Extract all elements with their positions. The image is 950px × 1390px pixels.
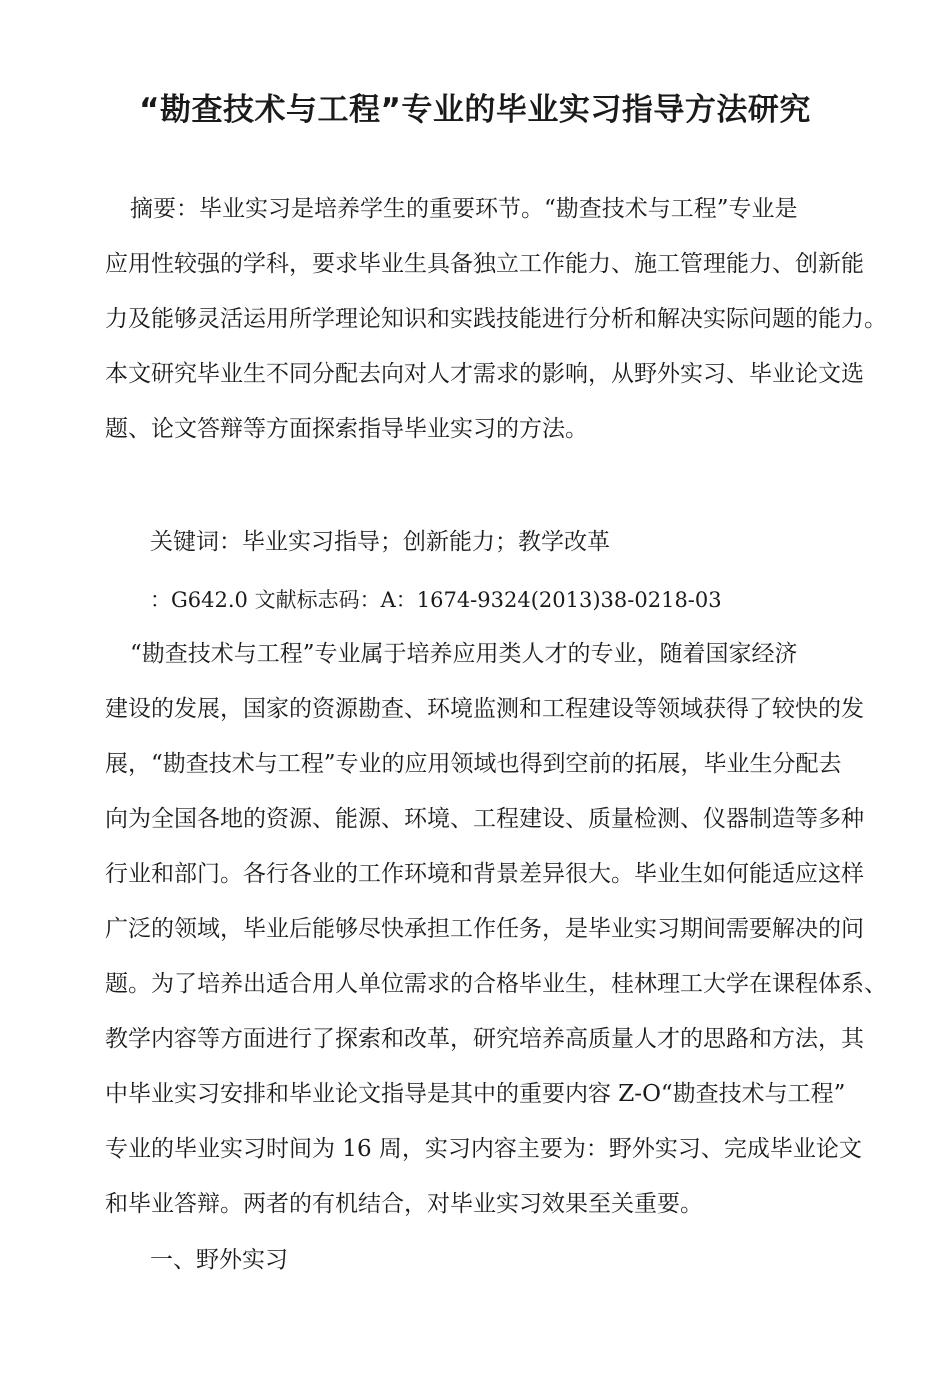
body-line: 展，“勘查技术与工程”专业的应用领域也得到空前的拓展，毕业生分配去 xyxy=(105,751,842,777)
body-line: 行业和部门。各行各业的工作环境和背景差异很大。毕业生如何能适应这样 xyxy=(105,861,864,887)
abstract-line: 摘要：毕业实习是培养学生的重要环节。“勘查技术与工程”专业是 xyxy=(130,196,798,222)
abstract-line: 题、论文答辩等方面探索指导毕业实习的方法。 xyxy=(105,416,588,442)
body-line: 建设的发展，国家的资源勘查、环境监测和工程建设等领域获得了较快的发 xyxy=(105,696,864,722)
section-heading: 一、野外实习 xyxy=(150,1247,288,1273)
abstract-line: 应用性较强的学科，要求毕业生具备独立工作能力、施工管理能力、创新能 xyxy=(105,251,864,277)
body-line: 中毕业实习安排和毕业论文指导是其中的重要内容 Z-O“勘查技术与工程” xyxy=(105,1081,846,1107)
abstract-line: 力及能够灵活运用所学理论知识和实践技能进行分析和解决实际问题的能力。 xyxy=(105,306,887,332)
body-line: “勘查技术与工程”专业属于培养应用类人才的专业，随着国家经济 xyxy=(130,641,798,667)
body-line: 题。为了培养出适合用人单位需求的合格毕业生，桂林理工大学在课程体系、 xyxy=(105,971,887,997)
body-line: 和毕业答辩。两者的有机结合，对毕业实习效果至关重要。 xyxy=(105,1191,703,1217)
body-line: 专业的毕业实习时间为 16 周，实习内容主要为：野外实习、完成毕业论文 xyxy=(105,1136,862,1162)
body-line: 广泛的领域，毕业后能够尽快承担工作任务，是毕业实习期间需要解决的问 xyxy=(105,916,864,942)
body-line: 向为全国各地的资源、能源、环境、工程建设、质量检测、仪器制造等多种 xyxy=(105,806,864,832)
body-line: 教学内容等方面进行了探索和改革，研究培养高质量人才的思路和方法，其 xyxy=(105,1026,864,1052)
classification-code: ：G642.0 文献标志码：A：1674-9324(2013)38-0218-03 xyxy=(150,588,722,612)
keywords: 关键词：毕业实习指导；创新能力；教学改革 xyxy=(150,529,610,555)
page-title: “勘查技术与工程”专业的毕业实习指导方法研究 xyxy=(139,92,811,128)
abstract-line: 本文研究毕业生不同分配去向对人才需求的影响，从野外实习、毕业论文选 xyxy=(105,361,864,387)
